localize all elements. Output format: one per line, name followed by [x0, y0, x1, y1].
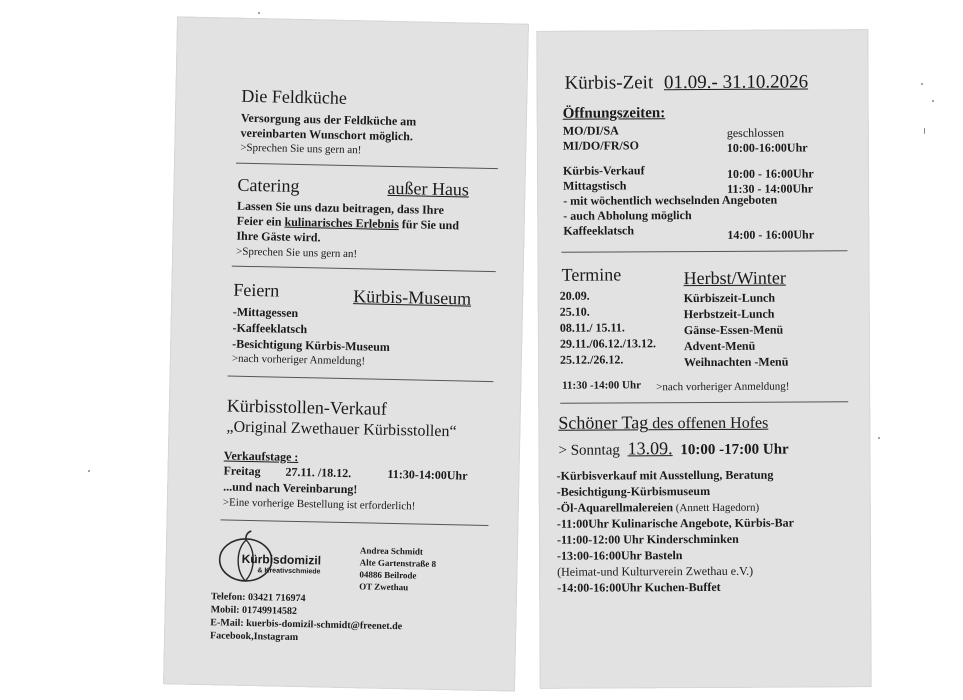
feiern-title: Feiern: [233, 279, 280, 301]
feiern-item: -Kaffeeklatsch: [232, 320, 308, 337]
service-time: 11:30 - 14:00Uhr: [727, 181, 814, 196]
event-date: 25.12./26.12.: [559, 352, 624, 367]
events-time: 11:30 -14:00 Uhr: [562, 379, 641, 392]
feldkueche-line: Versorgung aus der Feldküche am: [240, 110, 417, 129]
scan-speck: [921, 83, 923, 85]
stollen-title: Kürbisstollen-Verkauf: [226, 395, 388, 419]
service-time: 10:00 - 16:00Uhr: [726, 166, 814, 181]
feldkueche-note: >Sprechen Sie uns gern an!: [240, 141, 362, 157]
hours-time: geschlossen: [726, 125, 785, 140]
hours-days: MI/DO/FR/SO: [562, 138, 639, 153]
logo-name: Kürbisdomizil: [241, 551, 322, 568]
divider: [228, 376, 494, 383]
divider: [232, 266, 496, 273]
hof-item: -13:00-16:00Uhr Basteln: [556, 548, 683, 563]
feiern-note: >nach vorheriger Anmeldung!: [231, 352, 366, 368]
hof-item: (Heimat-und Kulturverein Zwethau e.V.): [557, 563, 754, 579]
hof-prefix: > Sonntag: [558, 442, 620, 459]
season-label: Kürbis-Zeit: [564, 72, 654, 94]
hof-item: -Kürbisverkauf mit Ausstellung, Beratung: [556, 467, 774, 483]
event-name: Weihnachten -Menü: [683, 354, 789, 370]
logo-sub: & Kreativschmiede: [257, 567, 321, 576]
hours-time: 10:00-16:00Uhr: [726, 140, 808, 155]
catering-title: Catering: [237, 174, 300, 196]
hours-days: MO/DI/SA: [562, 123, 619, 138]
stollen-day: Freitag: [223, 463, 261, 479]
contact-social: Facebook,Instagram: [209, 630, 299, 644]
contact-block: [210, 590, 403, 646]
service-name: Mittagstisch: [563, 178, 627, 193]
stollen-extra: ...und nach Vereinbarung!: [223, 479, 358, 497]
service-detail: - auch Abholung möglich: [563, 208, 692, 223]
scan-speck: [932, 100, 934, 102]
contact-phone: Telefon: 03421 716974: [210, 591, 306, 605]
hof-item-text: -Öl-Aquarellmalereien: [556, 500, 674, 515]
address-line: OT Zwethau: [359, 581, 409, 593]
catering-line: Ihre Gäste wird.: [236, 228, 321, 245]
catering-highlight: kulinarisches Erlebnis: [284, 214, 400, 232]
event-name: Herbstzeit-Lunch: [683, 306, 775, 322]
address-block: [359, 544, 436, 594]
event-date: 29.11./06.12./13.12.: [559, 336, 656, 351]
termine-season: Herbst/Winter: [683, 267, 786, 289]
scan-speck: [88, 470, 90, 472]
scan-speck: [258, 12, 260, 14]
stollen-time: 11:30-14:00Uhr: [387, 466, 468, 483]
hof-title-rest: des offenen Hofes: [648, 414, 769, 433]
event-name: Advent-Menü: [683, 338, 756, 354]
contact-email: E-Mail: kuerbis-domizil-schmidt@freenet.de: [210, 617, 403, 633]
divider: [561, 250, 847, 252]
season-title: [564, 71, 808, 94]
catering-title-right: außer Haus: [387, 177, 470, 200]
stollen-dates: 27.11. /18.12.: [285, 464, 352, 481]
logo: [215, 529, 356, 586]
termine-title: Termine: [561, 264, 622, 285]
catering-line2-c: für Sie und: [398, 217, 460, 233]
service-detail: - mit wöchentlich wechselnden Angeboten: [563, 192, 778, 208]
divider: [560, 401, 848, 404]
service-name: Kaffeeklatsch: [563, 223, 635, 238]
feldkueche-line: vereinbarten Wunschort möglich.: [240, 125, 414, 144]
hof-item: -11:00-12:00 Uhr Kinderschminken: [556, 531, 739, 547]
left-page: [163, 16, 529, 691]
stollen-subtitle: „Original Zwethauer Kürbisstollen“: [226, 418, 457, 441]
catering-note: >Sprechen Sie uns gern an!: [235, 245, 358, 261]
hof-item: -14:00-16:00Uhr Kuchen-Buffet: [557, 579, 721, 595]
divider: [236, 163, 498, 169]
service-time: 14:00 - 16:00Uhr: [727, 227, 815, 242]
hof-date-line: [558, 438, 788, 460]
hof-item: [557, 500, 759, 516]
hof-item: -11:00Uhr Kulinarische Angebote, Kürbis-Bar: [556, 515, 795, 531]
season-dates: 01.09.- 31.10.2026: [663, 71, 809, 94]
catering-line: Lassen Sie uns dazu beitragen, dass Ihre: [236, 198, 445, 218]
contact-mobile: Mobil: 01749914582: [210, 604, 298, 618]
hof-title-main: Schöner Tag: [558, 412, 649, 433]
hof-time: 10:00 -17:00 Uhr: [680, 441, 789, 459]
stollen-days-label: Verkaufstage :: [223, 448, 299, 465]
scan-speck: [878, 437, 880, 439]
feiern-title-right: Kürbis-Museum: [353, 286, 472, 309]
hof-date: 13.09.: [627, 438, 673, 459]
opening-hours-label: Öffnungszeiten:: [562, 105, 666, 122]
hof-title: [558, 412, 768, 434]
feldkueche-title: Die Feldküche: [241, 85, 348, 108]
stollen-note: >Eine vorherige Bestellung ist erforderlich!: [222, 496, 416, 513]
divider: [220, 519, 488, 526]
address-line: Andrea Schmidt: [359, 545, 424, 557]
events-note: >nach vorheriger Anmeldung!: [656, 380, 790, 394]
scan-speck: [924, 128, 925, 134]
catering-line2-a: Feier ein: [236, 213, 285, 229]
hof-item: -Besichtigung-Kürbismuseum: [556, 483, 711, 499]
hof-item-artist: (Annett Hagedorn): [672, 501, 760, 515]
event-date: 08.11./ 15.11.: [559, 320, 625, 335]
event-date: 20.09.: [559, 288, 590, 303]
address-line: Alte Gartenstraße 8: [359, 557, 437, 569]
event-name: Gänse-Essen-Menü: [683, 322, 784, 338]
feiern-item: -Besichtigung Kürbis-Museum: [232, 336, 390, 354]
address-line: 04886 Beilrode: [359, 569, 417, 581]
right-page: [536, 29, 871, 689]
event-date: 25.10.: [559, 304, 590, 319]
service-name: Kürbis-Verkauf: [562, 163, 645, 178]
event-name: Kürbiszeit-Lunch: [683, 290, 776, 306]
feiern-item: -Mittagessen: [232, 304, 299, 320]
